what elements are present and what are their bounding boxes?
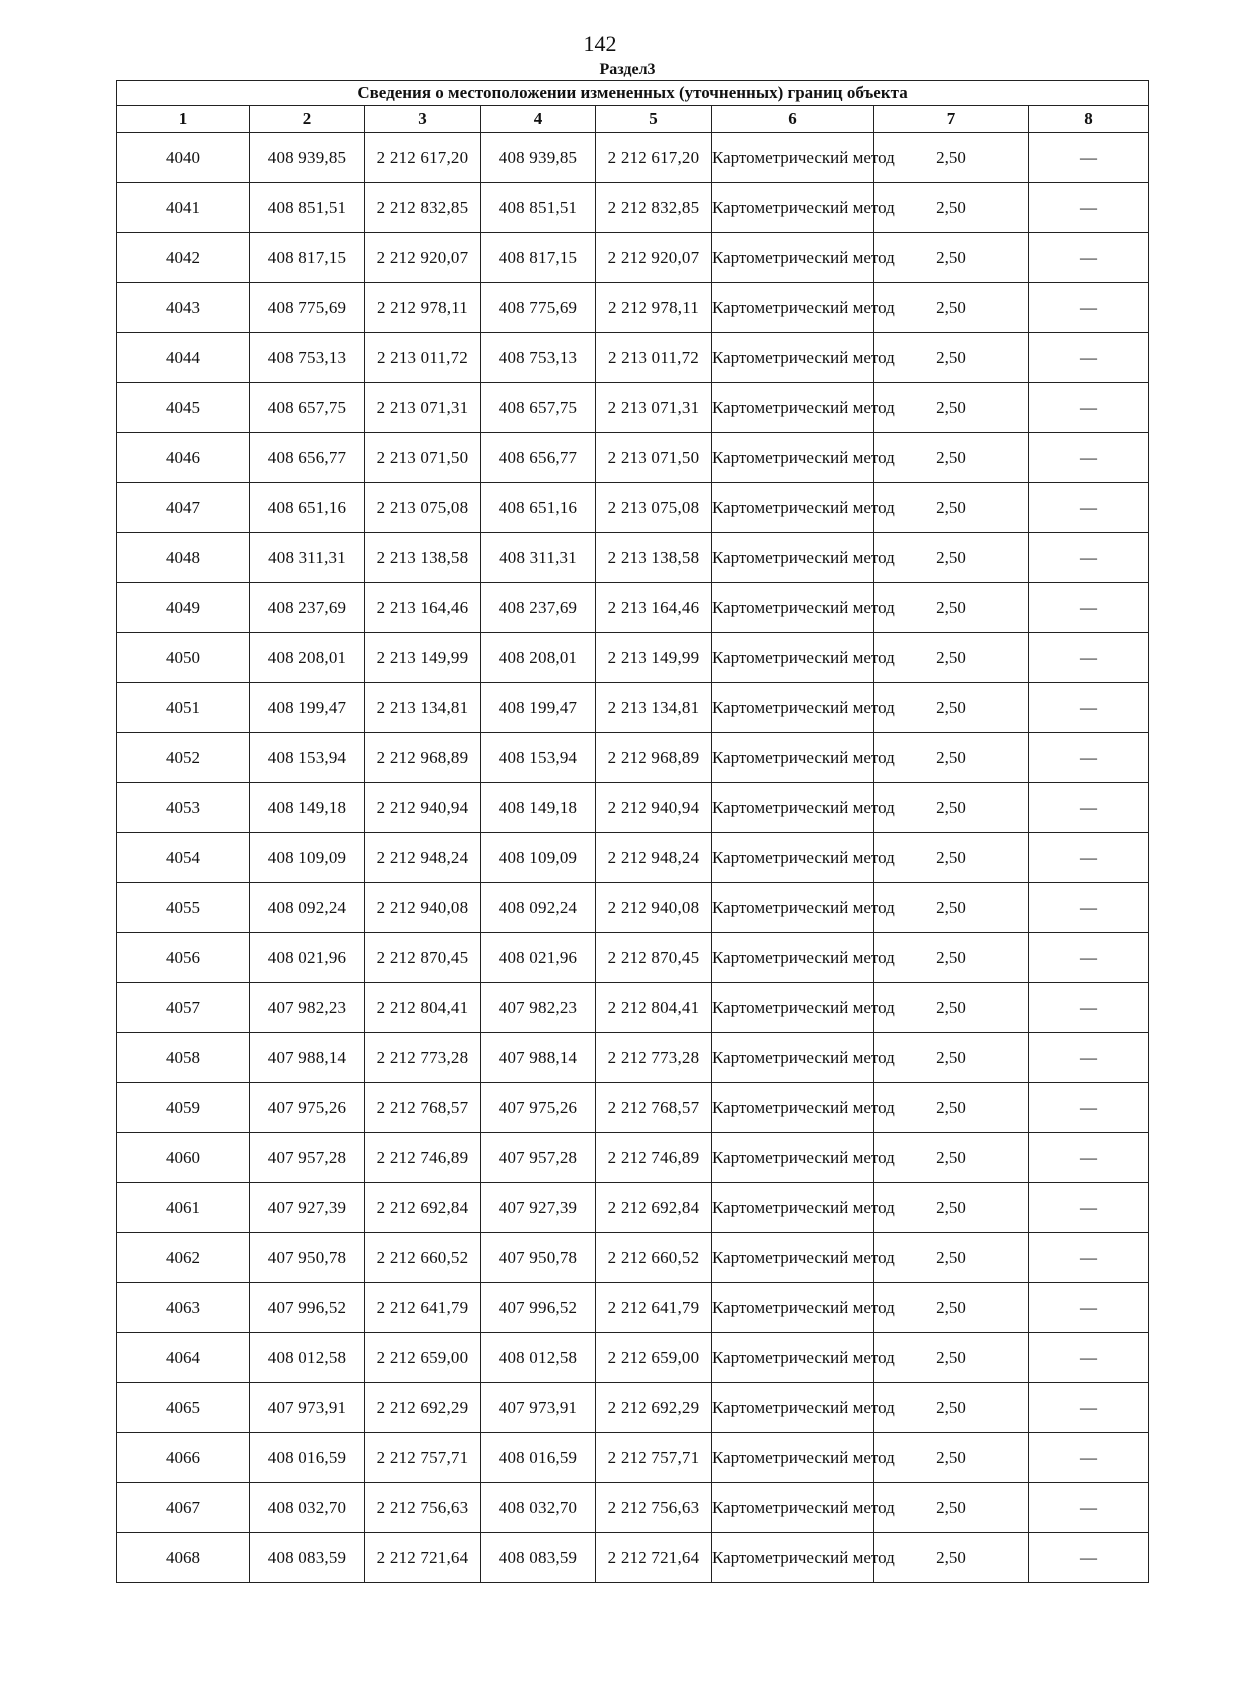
- x-old-cell: 408 208,01: [250, 633, 365, 683]
- x-new-cell: 408 208,01: [481, 633, 596, 683]
- x-new-cell: 408 851,51: [481, 183, 596, 233]
- y-old-cell: 2 212 692,29: [365, 1383, 481, 1433]
- point-number-cell: 4046: [117, 433, 250, 483]
- table-row: [117, 833, 1149, 883]
- method-cell: Картометрический метод: [712, 683, 874, 733]
- point-number-cell: 4040: [117, 133, 250, 183]
- x-old-cell: 407 973,91: [250, 1383, 365, 1433]
- table-row: [117, 633, 1149, 683]
- y-old-cell: 2 212 660,52: [365, 1233, 481, 1283]
- y-new-cell: 2 212 978,11: [596, 283, 712, 333]
- method-cell: Картометрический метод: [712, 1033, 874, 1083]
- accuracy-cell: 2,50: [874, 883, 1029, 933]
- x-old-cell: 408 012,58: [250, 1333, 365, 1383]
- table-row: [117, 233, 1149, 283]
- table-row: [117, 1333, 1149, 1383]
- x-new-cell: 408 149,18: [481, 783, 596, 833]
- x-old-cell: 407 957,28: [250, 1133, 365, 1183]
- table-caption-row: [117, 81, 1149, 106]
- table-row: [117, 483, 1149, 533]
- accuracy-cell: 2,50: [874, 733, 1029, 783]
- x-old-cell: 408 939,85: [250, 133, 365, 183]
- note-cell: —: [1029, 1483, 1149, 1533]
- accuracy-cell: 2,50: [874, 283, 1029, 333]
- y-new-cell: 2 213 011,72: [596, 333, 712, 383]
- method-cell: Картометрический метод: [712, 533, 874, 583]
- note-cell: —: [1029, 133, 1149, 183]
- point-number-cell: 4066: [117, 1433, 250, 1483]
- method-cell: Картометрический метод: [712, 1433, 874, 1483]
- method-cell: Картометрический метод: [712, 883, 874, 933]
- method-cell: Картометрический метод: [712, 333, 874, 383]
- y-old-cell: 2 212 948,24: [365, 833, 481, 883]
- x-new-cell: 408 199,47: [481, 683, 596, 733]
- method-cell: Картометрический метод: [712, 783, 874, 833]
- accuracy-cell: 2,50: [874, 383, 1029, 433]
- y-old-cell: 2 212 617,20: [365, 133, 481, 183]
- y-new-cell: 2 212 659,00: [596, 1333, 712, 1383]
- y-old-cell: 2 212 692,84: [365, 1183, 481, 1233]
- point-number-cell: 4059: [117, 1083, 250, 1133]
- method-cell: Картометрический метод: [712, 1083, 874, 1133]
- method-cell: Картометрический метод: [712, 383, 874, 433]
- y-old-cell: 2 213 149,99: [365, 633, 481, 683]
- point-number-cell: 4043: [117, 283, 250, 333]
- table-caption: Сведения о местоположении измененных (уточненных) границ объекта: [117, 81, 1149, 106]
- y-old-cell: 2 213 071,50: [365, 433, 481, 483]
- x-new-cell: 408 016,59: [481, 1433, 596, 1483]
- table-row: [117, 433, 1149, 483]
- x-old-cell: 407 950,78: [250, 1233, 365, 1283]
- method-cell: Картометрический метод: [712, 433, 874, 483]
- point-number-cell: 4050: [117, 633, 250, 683]
- point-number-cell: 4044: [117, 333, 250, 383]
- x-new-cell: 407 975,26: [481, 1083, 596, 1133]
- y-old-cell: 2 212 940,08: [365, 883, 481, 933]
- point-number-cell: 4062: [117, 1233, 250, 1283]
- x-new-cell: 408 657,75: [481, 383, 596, 433]
- accuracy-cell: 2,50: [874, 183, 1029, 233]
- note-cell: —: [1029, 1133, 1149, 1183]
- method-cell: Картометрический метод: [712, 1333, 874, 1383]
- y-new-cell: 2 212 773,28: [596, 1033, 712, 1083]
- x-new-cell: 407 973,91: [481, 1383, 596, 1433]
- accuracy-cell: 2,50: [874, 783, 1029, 833]
- x-new-cell: 408 083,59: [481, 1533, 596, 1583]
- method-cell: Картометрический метод: [712, 933, 874, 983]
- x-old-cell: 408 651,16: [250, 483, 365, 533]
- y-old-cell: 2 213 138,58: [365, 533, 481, 583]
- column-number-header: 4: [481, 106, 596, 133]
- method-cell: Картометрический метод: [712, 183, 874, 233]
- method-cell: Картометрический метод: [712, 583, 874, 633]
- table-row: [117, 333, 1149, 383]
- y-old-cell: 2 212 940,94: [365, 783, 481, 833]
- x-old-cell: 407 927,39: [250, 1183, 365, 1233]
- method-cell: Картометрический метод: [712, 483, 874, 533]
- note-cell: —: [1029, 1033, 1149, 1083]
- y-new-cell: 2 213 075,08: [596, 483, 712, 533]
- y-old-cell: 2 212 773,28: [365, 1033, 481, 1083]
- x-new-cell: 407 927,39: [481, 1183, 596, 1233]
- x-new-cell: 408 656,77: [481, 433, 596, 483]
- point-number-cell: 4064: [117, 1333, 250, 1383]
- x-old-cell: 408 657,75: [250, 383, 365, 433]
- x-old-cell: 408 237,69: [250, 583, 365, 633]
- note-cell: —: [1029, 1533, 1149, 1583]
- y-new-cell: 2 212 692,29: [596, 1383, 712, 1433]
- x-new-cell: 408 032,70: [481, 1483, 596, 1533]
- method-cell: Картометрический метод: [712, 1283, 874, 1333]
- note-cell: —: [1029, 1183, 1149, 1233]
- column-number-header: 7: [874, 106, 1029, 133]
- method-cell: Картометрический метод: [712, 633, 874, 683]
- x-old-cell: 408 199,47: [250, 683, 365, 733]
- y-new-cell: 2 212 968,89: [596, 733, 712, 783]
- accuracy-cell: 2,50: [874, 1233, 1029, 1283]
- y-new-cell: 2 212 660,52: [596, 1233, 712, 1283]
- table-row: [117, 1183, 1149, 1233]
- y-old-cell: 2 212 768,57: [365, 1083, 481, 1133]
- x-new-cell: 408 939,85: [481, 133, 596, 183]
- x-new-cell: 408 311,31: [481, 533, 596, 583]
- accuracy-cell: 2,50: [874, 683, 1029, 733]
- point-number-cell: 4051: [117, 683, 250, 733]
- note-cell: —: [1029, 383, 1149, 433]
- y-new-cell: 2 212 746,89: [596, 1133, 712, 1183]
- y-old-cell: 2 212 659,00: [365, 1333, 481, 1383]
- table-row: [117, 1433, 1149, 1483]
- y-old-cell: 2 212 870,45: [365, 933, 481, 983]
- y-new-cell: 2 213 071,50: [596, 433, 712, 483]
- accuracy-cell: 2,50: [874, 433, 1029, 483]
- accuracy-cell: 2,50: [874, 1383, 1029, 1433]
- accuracy-cell: 2,50: [874, 333, 1029, 383]
- point-number-cell: 4061: [117, 1183, 250, 1233]
- point-number-cell: 4054: [117, 833, 250, 883]
- note-cell: —: [1029, 1283, 1149, 1333]
- accuracy-cell: 2,50: [874, 1183, 1029, 1233]
- point-number-cell: 4045: [117, 383, 250, 433]
- y-new-cell: 2 212 948,24: [596, 833, 712, 883]
- x-old-cell: 408 656,77: [250, 433, 365, 483]
- x-old-cell: 408 851,51: [250, 183, 365, 233]
- note-cell: —: [1029, 883, 1149, 933]
- table-row: [117, 383, 1149, 433]
- note-cell: —: [1029, 1233, 1149, 1283]
- y-old-cell: 2 213 071,31: [365, 383, 481, 433]
- y-new-cell: 2 213 071,31: [596, 383, 712, 433]
- column-number-header: 5: [596, 106, 712, 133]
- y-old-cell: 2 212 756,63: [365, 1483, 481, 1533]
- point-number-cell: 4055: [117, 883, 250, 933]
- x-old-cell: 408 149,18: [250, 783, 365, 833]
- accuracy-cell: 2,50: [874, 583, 1029, 633]
- column-number-header: 6: [712, 106, 874, 133]
- x-new-cell: 408 237,69: [481, 583, 596, 633]
- accuracy-cell: 2,50: [874, 1483, 1029, 1533]
- x-old-cell: 408 083,59: [250, 1533, 365, 1583]
- note-cell: —: [1029, 233, 1149, 283]
- method-cell: Картометрический метод: [712, 1483, 874, 1533]
- point-number-cell: 4065: [117, 1383, 250, 1433]
- x-new-cell: 407 957,28: [481, 1133, 596, 1183]
- x-new-cell: 408 092,24: [481, 883, 596, 933]
- table-row: [117, 1033, 1149, 1083]
- x-new-cell: 408 753,13: [481, 333, 596, 383]
- table-row: [117, 283, 1149, 333]
- x-old-cell: 408 109,09: [250, 833, 365, 883]
- y-new-cell: 2 212 768,57: [596, 1083, 712, 1133]
- y-new-cell: 2 213 149,99: [596, 633, 712, 683]
- accuracy-cell: 2,50: [874, 1083, 1029, 1133]
- accuracy-cell: 2,50: [874, 833, 1029, 883]
- y-old-cell: 2 212 721,64: [365, 1533, 481, 1583]
- column-number-row: [117, 106, 1149, 133]
- table-row: [117, 583, 1149, 633]
- note-cell: —: [1029, 583, 1149, 633]
- x-old-cell: 408 016,59: [250, 1433, 365, 1483]
- note-cell: —: [1029, 633, 1149, 683]
- x-new-cell: 408 651,16: [481, 483, 596, 533]
- table-row: [117, 933, 1149, 983]
- table-row: [117, 1533, 1149, 1583]
- accuracy-cell: 2,50: [874, 1433, 1029, 1483]
- table-row: [117, 983, 1149, 1033]
- y-old-cell: 2 212 746,89: [365, 1133, 481, 1183]
- x-new-cell: 407 982,23: [481, 983, 596, 1033]
- accuracy-cell: 2,50: [874, 983, 1029, 1033]
- y-new-cell: 2 212 641,79: [596, 1283, 712, 1333]
- y-new-cell: 2 212 757,71: [596, 1433, 712, 1483]
- note-cell: —: [1029, 533, 1149, 583]
- x-old-cell: 408 021,96: [250, 933, 365, 983]
- point-number-cell: 4056: [117, 933, 250, 983]
- note-cell: —: [1029, 783, 1149, 833]
- table-row: [117, 133, 1149, 183]
- y-new-cell: 2 212 920,07: [596, 233, 712, 283]
- x-old-cell: 408 092,24: [250, 883, 365, 933]
- accuracy-cell: 2,50: [874, 1333, 1029, 1383]
- note-cell: —: [1029, 733, 1149, 783]
- y-new-cell: 2 212 692,84: [596, 1183, 712, 1233]
- note-cell: —: [1029, 1333, 1149, 1383]
- y-new-cell: 2 212 617,20: [596, 133, 712, 183]
- note-cell: —: [1029, 433, 1149, 483]
- y-old-cell: 2 212 978,11: [365, 283, 481, 333]
- point-number-cell: 4047: [117, 483, 250, 533]
- accuracy-cell: 2,50: [874, 1133, 1029, 1183]
- point-number-cell: 4052: [117, 733, 250, 783]
- table-row: [117, 1133, 1149, 1183]
- x-new-cell: 408 817,15: [481, 233, 596, 283]
- note-cell: —: [1029, 1083, 1149, 1133]
- x-new-cell: 407 988,14: [481, 1033, 596, 1083]
- note-cell: —: [1029, 683, 1149, 733]
- x-new-cell: 407 950,78: [481, 1233, 596, 1283]
- x-new-cell: 408 021,96: [481, 933, 596, 983]
- note-cell: —: [1029, 983, 1149, 1033]
- note-cell: —: [1029, 183, 1149, 233]
- point-number-cell: 4058: [117, 1033, 250, 1083]
- x-new-cell: 407 996,52: [481, 1283, 596, 1333]
- table-body: [117, 133, 1149, 1583]
- y-old-cell: 2 212 641,79: [365, 1283, 481, 1333]
- column-number-header: 8: [1029, 106, 1149, 133]
- column-number-header: 2: [250, 106, 365, 133]
- point-number-cell: 4041: [117, 183, 250, 233]
- table-row: [117, 883, 1149, 933]
- point-number-cell: 4057: [117, 983, 250, 1033]
- column-number-header: 1: [117, 106, 250, 133]
- table-row: [117, 1283, 1149, 1333]
- x-old-cell: 407 982,23: [250, 983, 365, 1033]
- x-old-cell: 407 996,52: [250, 1283, 365, 1333]
- coordinates-table: [116, 80, 1149, 1583]
- y-old-cell: 2 213 164,46: [365, 583, 481, 633]
- x-old-cell: 407 975,26: [250, 1083, 365, 1133]
- x-old-cell: 407 988,14: [250, 1033, 365, 1083]
- method-cell: Картометрический метод: [712, 1233, 874, 1283]
- method-cell: Картометрический метод: [712, 733, 874, 783]
- accuracy-cell: 2,50: [874, 233, 1029, 283]
- accuracy-cell: 2,50: [874, 633, 1029, 683]
- point-number-cell: 4060: [117, 1133, 250, 1183]
- note-cell: —: [1029, 933, 1149, 983]
- y-new-cell: 2 212 940,08: [596, 883, 712, 933]
- y-new-cell: 2 213 164,46: [596, 583, 712, 633]
- method-cell: Картометрический метод: [712, 1533, 874, 1583]
- x-new-cell: 408 775,69: [481, 283, 596, 333]
- note-cell: —: [1029, 1433, 1149, 1483]
- point-number-cell: 4063: [117, 1283, 250, 1333]
- y-new-cell: 2 213 134,81: [596, 683, 712, 733]
- method-cell: Картометрический метод: [712, 983, 874, 1033]
- table-row: [117, 533, 1149, 583]
- method-cell: Картометрический метод: [712, 833, 874, 883]
- method-cell: Картометрический метод: [712, 1183, 874, 1233]
- table-row: [117, 733, 1149, 783]
- y-old-cell: 2 212 757,71: [365, 1433, 481, 1483]
- y-new-cell: 2 213 138,58: [596, 533, 712, 583]
- x-old-cell: 408 153,94: [250, 733, 365, 783]
- y-old-cell: 2 212 832,85: [365, 183, 481, 233]
- method-cell: Картометрический метод: [712, 1133, 874, 1183]
- accuracy-cell: 2,50: [874, 1033, 1029, 1083]
- section-title: Раздел3: [599, 61, 656, 78]
- x-old-cell: 408 753,13: [250, 333, 365, 383]
- table-row: [117, 183, 1149, 233]
- note-cell: —: [1029, 833, 1149, 883]
- y-new-cell: 2 212 756,63: [596, 1483, 712, 1533]
- point-number-cell: 4042: [117, 233, 250, 283]
- x-old-cell: 408 311,31: [250, 533, 365, 583]
- y-new-cell: 2 212 870,45: [596, 933, 712, 983]
- y-old-cell: 2 212 968,89: [365, 733, 481, 783]
- accuracy-cell: 2,50: [874, 483, 1029, 533]
- table-row: [117, 1233, 1149, 1283]
- x-new-cell: 408 109,09: [481, 833, 596, 883]
- table-row: [117, 683, 1149, 733]
- note-cell: —: [1029, 283, 1149, 333]
- point-number-cell: 4048: [117, 533, 250, 583]
- method-cell: Картометрический метод: [712, 1383, 874, 1433]
- point-number-cell: 4053: [117, 783, 250, 833]
- accuracy-cell: 2,50: [874, 1283, 1029, 1333]
- point-number-cell: 4068: [117, 1533, 250, 1583]
- x-old-cell: 408 032,70: [250, 1483, 365, 1533]
- accuracy-cell: 2,50: [874, 1533, 1029, 1583]
- y-old-cell: 2 212 920,07: [365, 233, 481, 283]
- method-cell: Картометрический метод: [712, 133, 874, 183]
- x-old-cell: 408 775,69: [250, 283, 365, 333]
- y-old-cell: 2 213 134,81: [365, 683, 481, 733]
- accuracy-cell: 2,50: [874, 933, 1029, 983]
- table-row: [117, 783, 1149, 833]
- table-row: [117, 1483, 1149, 1533]
- y-new-cell: 2 212 804,41: [596, 983, 712, 1033]
- y-new-cell: 2 212 940,94: [596, 783, 712, 833]
- point-number-cell: 4067: [117, 1483, 250, 1533]
- x-new-cell: 408 153,94: [481, 733, 596, 783]
- x-old-cell: 408 817,15: [250, 233, 365, 283]
- y-new-cell: 2 212 721,64: [596, 1533, 712, 1583]
- table-row: [117, 1383, 1149, 1433]
- y-old-cell: 2 213 011,72: [365, 333, 481, 383]
- point-number-cell: 4049: [117, 583, 250, 633]
- accuracy-cell: 2,50: [874, 533, 1029, 583]
- y-new-cell: 2 212 832,85: [596, 183, 712, 233]
- column-number-header: 3: [365, 106, 481, 133]
- method-cell: Картометрический метод: [712, 233, 874, 283]
- y-old-cell: 2 213 075,08: [365, 483, 481, 533]
- note-cell: —: [1029, 1383, 1149, 1433]
- table-row: [117, 1083, 1149, 1133]
- note-cell: —: [1029, 333, 1149, 383]
- note-cell: —: [1029, 483, 1149, 533]
- page-number: 142: [583, 31, 617, 56]
- x-new-cell: 408 012,58: [481, 1333, 596, 1383]
- y-old-cell: 2 212 804,41: [365, 983, 481, 1033]
- method-cell: Картометрический метод: [712, 283, 874, 333]
- accuracy-cell: 2,50: [874, 133, 1029, 183]
